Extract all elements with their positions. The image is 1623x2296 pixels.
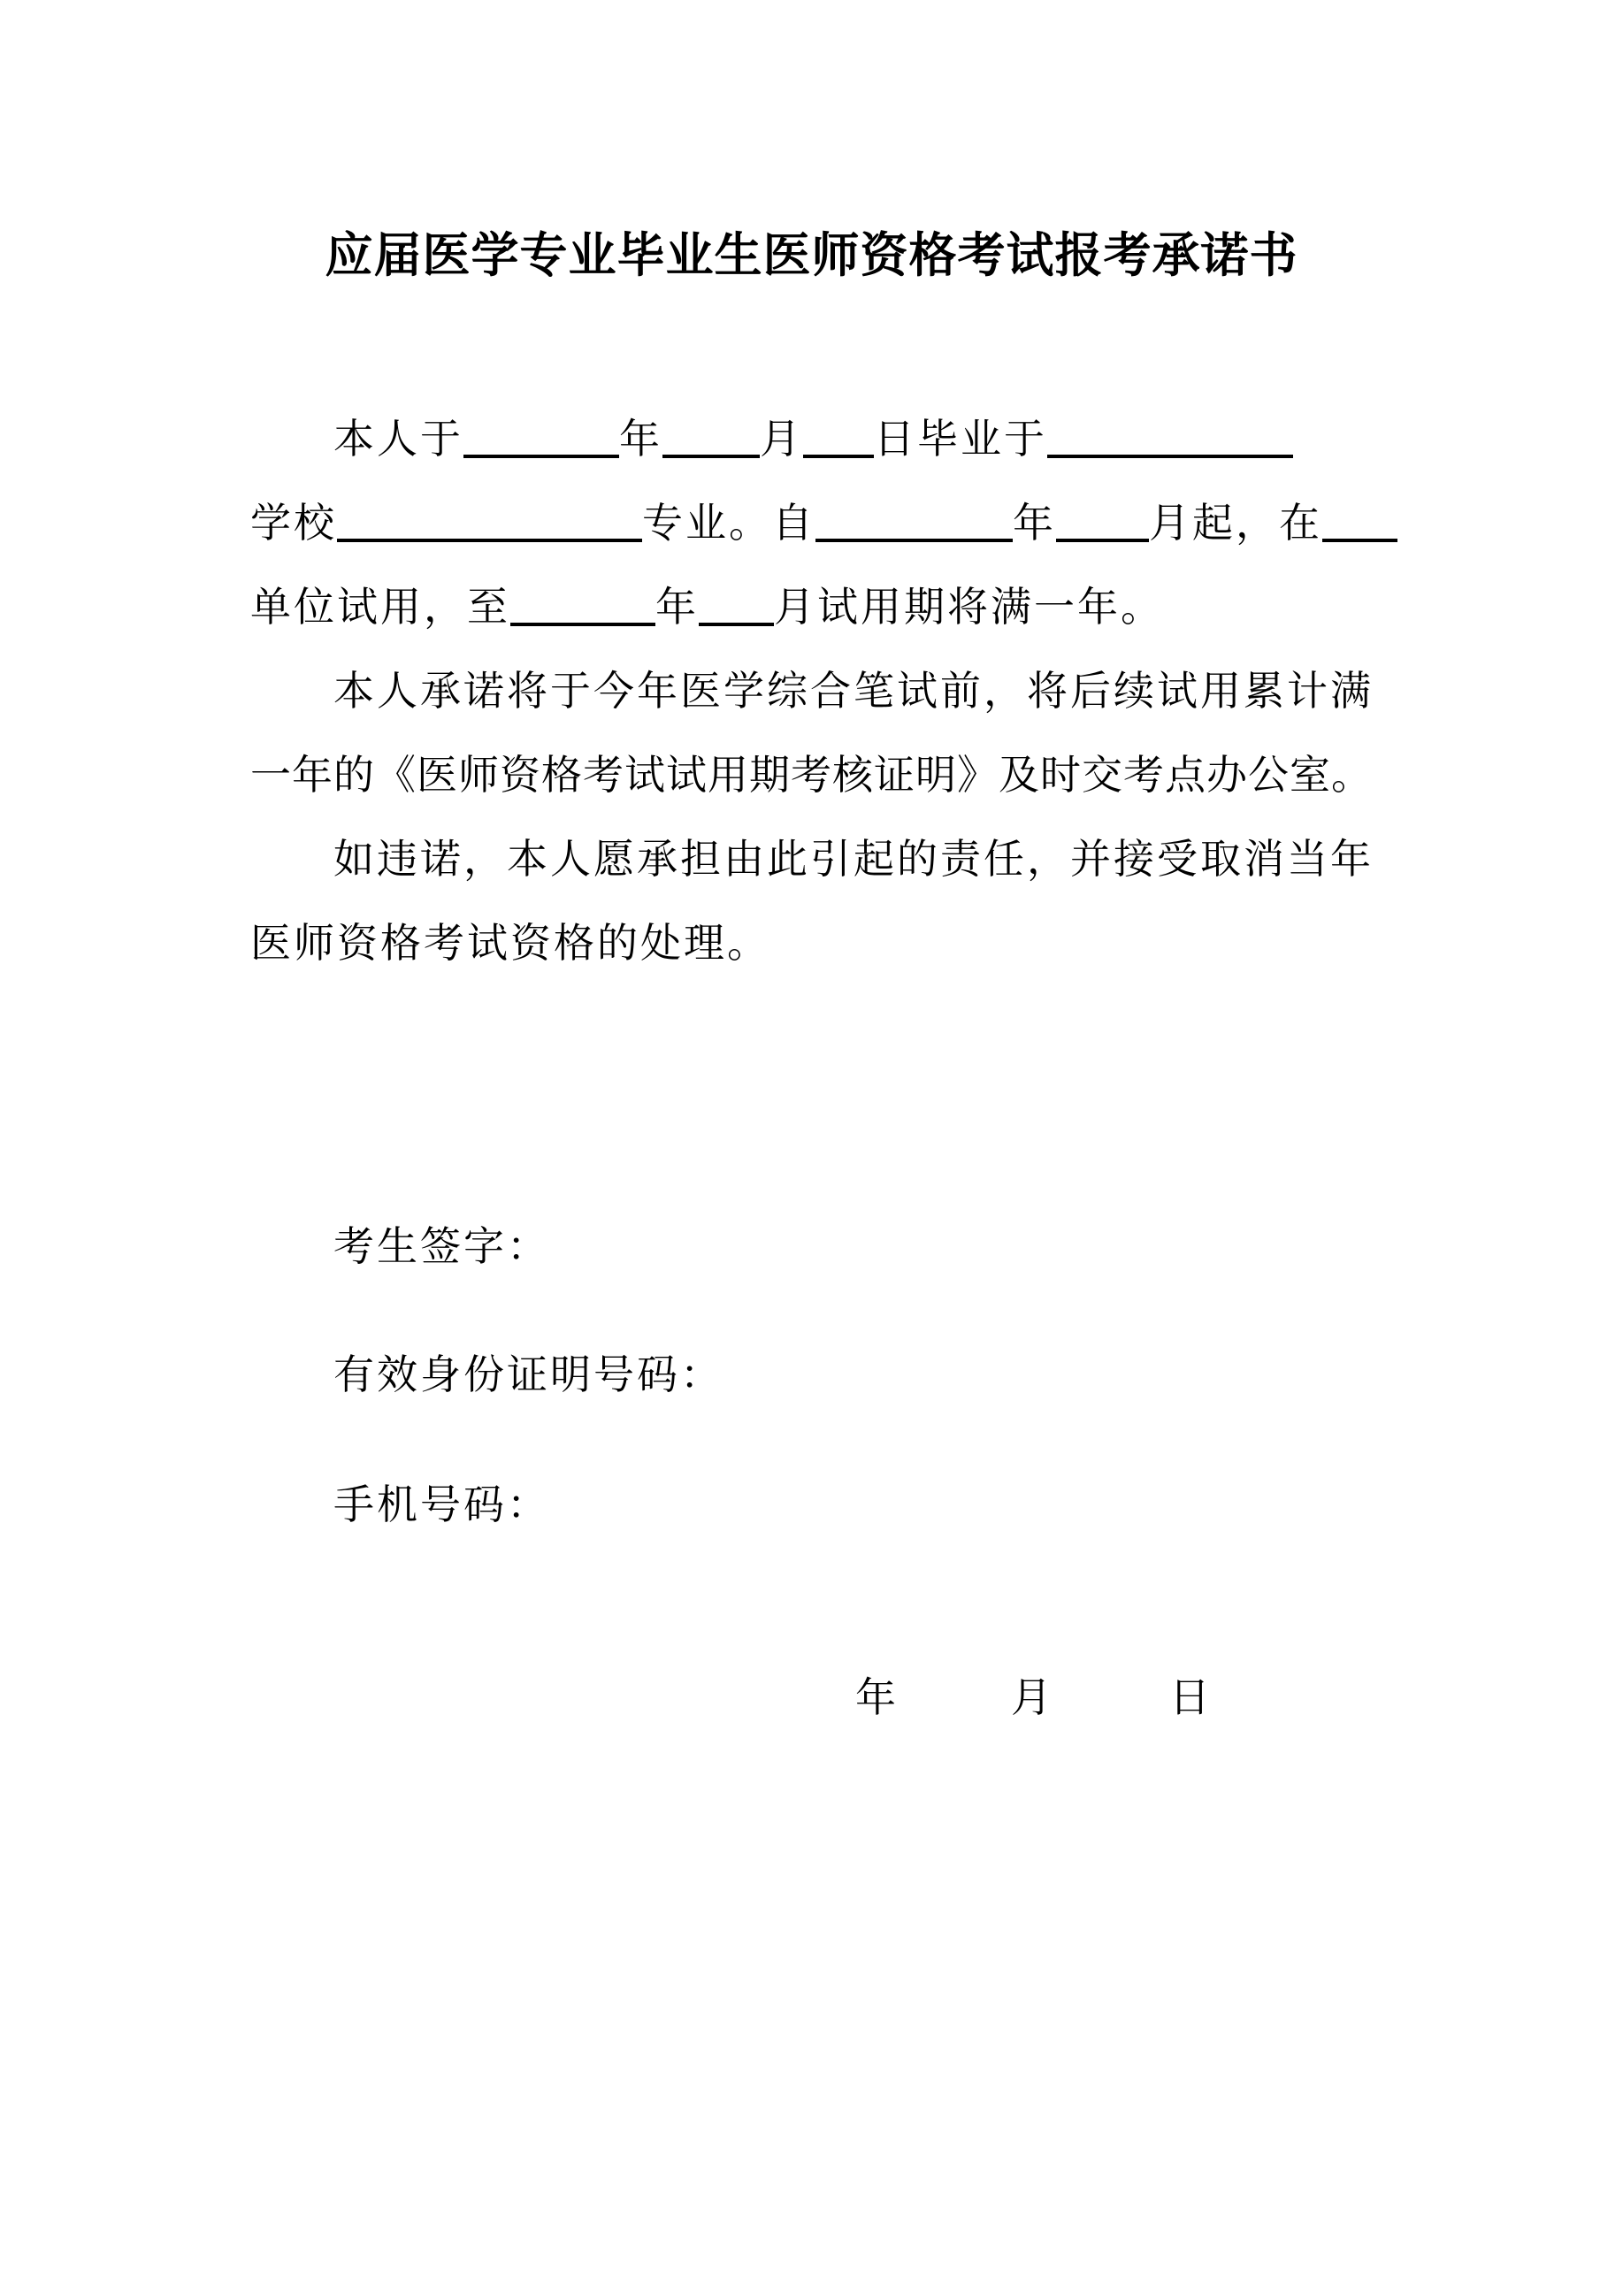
date-month-label: 月 [1011, 1675, 1052, 1720]
para3-line1: 如违诺，本人愿承担由此引起的责任，并接受取消当年 [333, 837, 1374, 882]
candidate-signature-label: 考生签字： [333, 1224, 550, 1269]
text-segment: 月起，在 [1149, 501, 1322, 546]
blank-field-end-year [510, 619, 655, 626]
blank-field-grad-month [662, 451, 760, 458]
text-segment: 本人于 [333, 417, 463, 462]
id-number-label: 有效身份证明号码： [333, 1352, 723, 1397]
text-segment: 月试用期将满一年。 [774, 585, 1164, 630]
text-segment: 学校 [250, 501, 337, 546]
text-segment: 年 [655, 585, 699, 630]
blank-field-end-month [699, 619, 774, 626]
para2-line2: 一年的《医师资格考试试用期考核证明》及时交考点办公室。 [250, 753, 1373, 798]
blank-field-school-1 [1047, 451, 1293, 458]
text-segment: 年 [1013, 501, 1056, 546]
document-title: 应届医学专业毕业生医师资格考试报考承诺书 [325, 229, 1298, 282]
blank-field-school-2 [337, 535, 642, 542]
phone-number-label: 手机号码： [333, 1482, 550, 1527]
blank-field-grad-day [803, 451, 874, 458]
para1-line2 [250, 496, 1397, 551]
para1-line1 [333, 412, 1293, 467]
date-day-label: 日 [1169, 1675, 1210, 1720]
text-segment: 专业。自 [642, 501, 815, 546]
text-segment: 日毕业于 [874, 417, 1047, 462]
blank-field-unit-1 [1322, 535, 1397, 542]
text-segment: 年 [619, 417, 662, 462]
blank-field-start-year [815, 535, 1013, 542]
text-segment: 单位试用，至 [250, 585, 510, 630]
blank-field-start-month [1056, 535, 1149, 542]
blank-field-grad-year [463, 451, 619, 458]
para2-line1: 本人承诺将于今年医学综合笔试前，将后续试用累计满 [333, 669, 1374, 714]
text-segment: 月 [760, 417, 803, 462]
para1-line3 [250, 580, 1164, 635]
para3-line2: 医师资格考试资格的处理。 [250, 921, 770, 966]
date-year-label: 年 [855, 1675, 896, 1720]
